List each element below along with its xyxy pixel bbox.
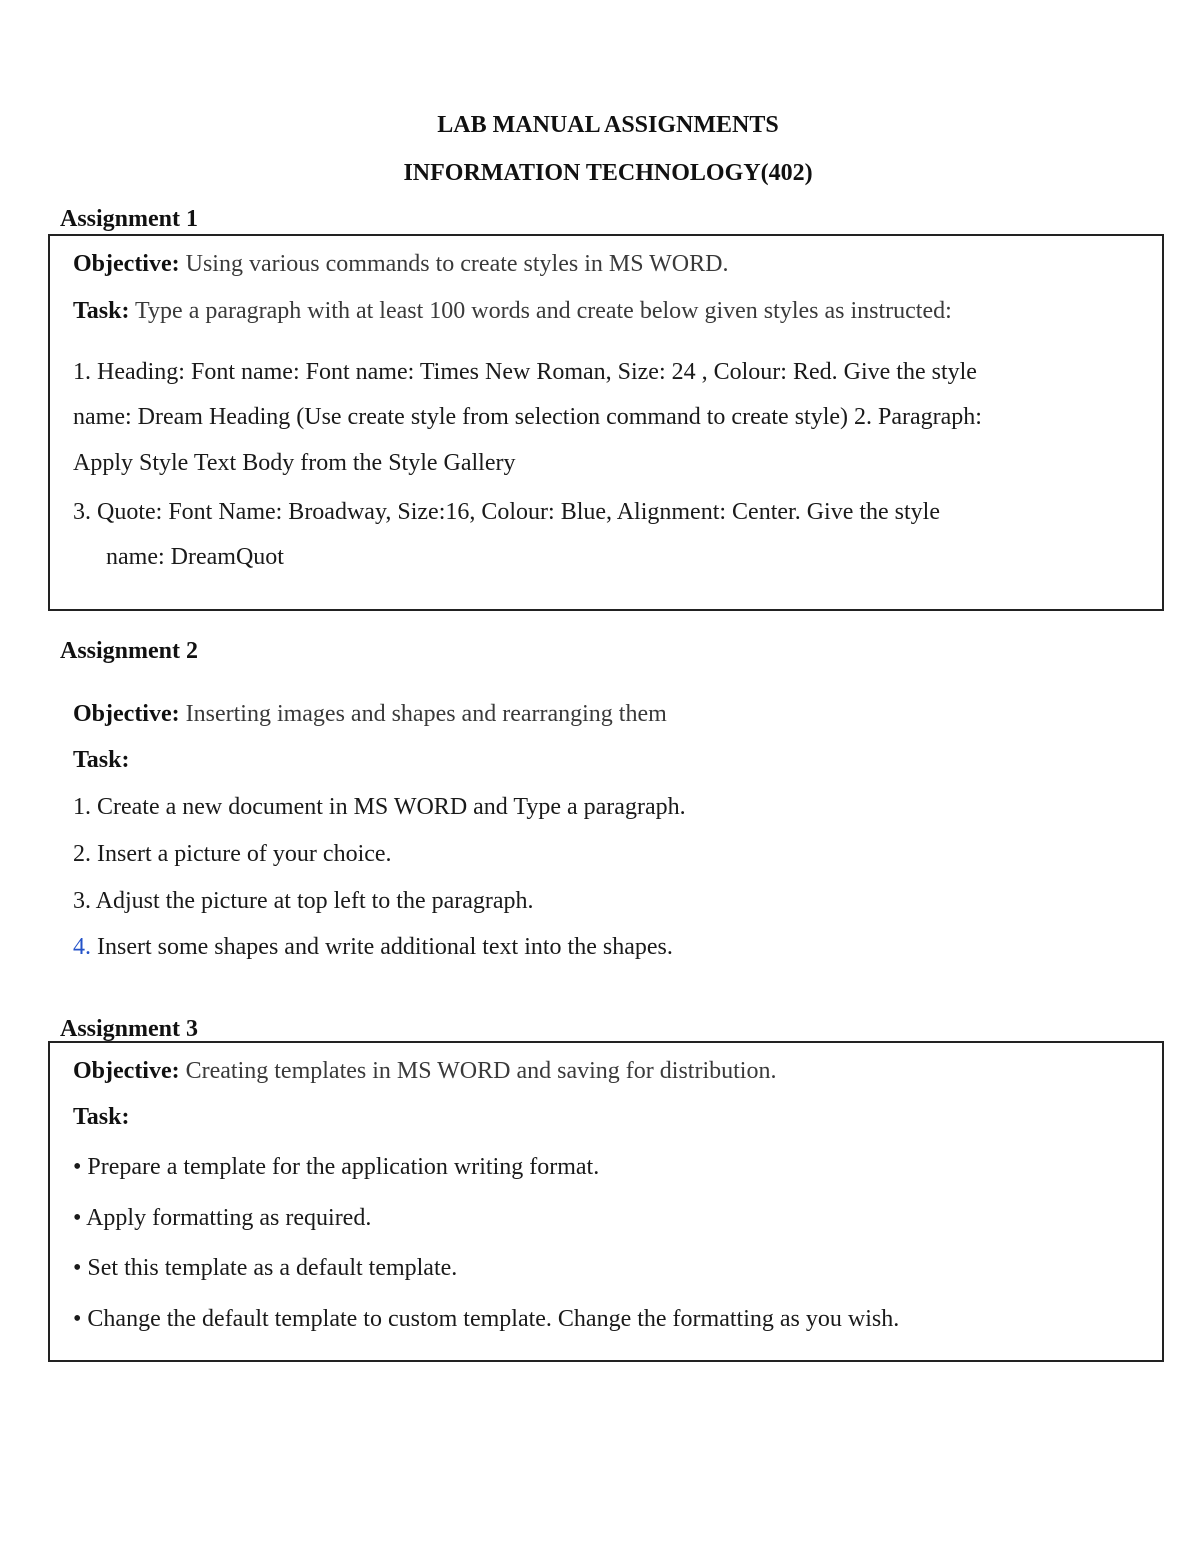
- task-label: Task:: [73, 298, 130, 324]
- assignment-2-item: 1. Create a new document in MS WORD and Type a paragraph.: [73, 794, 686, 820]
- task-label: Task:: [73, 1104, 130, 1130]
- objective-label: Objective:: [73, 701, 180, 727]
- assignment-3-task: [73, 1102, 129, 1132]
- item-number: 4.: [73, 934, 91, 960]
- assignment-1-heading: Assignment 1: [60, 206, 199, 232]
- assignment-2-item: 3. Adjust the picture at top left to the paragraph.: [73, 888, 534, 914]
- assignment-2-item: 2. Insert a picture of your choice.: [73, 841, 392, 867]
- assignment-1-line: name: Dream Heading (Use create style from selection command to create style) 2. Paragraph:: [73, 404, 982, 430]
- assignment-3-bullet: • Prepare a template for the application writing format.: [73, 1154, 600, 1180]
- assignment-2-item: [73, 932, 673, 962]
- task-text: Type a paragraph with at least 100 words and create below given styles as instructed:: [129, 298, 952, 324]
- assignment-3-objective: [73, 1056, 776, 1086]
- assignment-1-line: name: DreamQuot: [106, 544, 284, 570]
- assignment-1-line: 1. Heading: Font name: Font name: Times New Roman, Size: 24 , Colour: Red. Give the style: [73, 359, 977, 385]
- document-title: LAB MANUAL ASSIGNMENTS: [437, 112, 779, 138]
- assignment-1-task: [73, 296, 952, 326]
- assignment-3-heading: Assignment 3: [60, 1016, 199, 1042]
- task-label: Task:: [73, 747, 130, 773]
- objective-label: Objective:: [73, 1058, 180, 1084]
- assignment-2-objective: [73, 699, 667, 729]
- objective-text: Using various commands to create styles in MS WORD.: [179, 251, 729, 277]
- assignment-2-heading: Assignment 2: [60, 638, 199, 664]
- item-text: Insert some shapes and write additional text into the shapes.: [91, 934, 673, 960]
- assignment-1-line: 3. Quote: Font Name: Broadway, Size:16, Colour: Blue, Alignment: Center. Give the style: [73, 499, 940, 525]
- objective-text: Inserting images and shapes and rearranging them: [179, 701, 667, 727]
- assignment-3-bullet: • Change the default template to custom template. Change the formatting as you wish.: [73, 1306, 900, 1332]
- document-subtitle: INFORMATION TECHNOLOGY(402): [403, 160, 813, 186]
- objective-text: Creating templates in MS WORD and saving for distribution.: [179, 1058, 777, 1084]
- objective-label: Objective:: [73, 251, 180, 277]
- assignment-1-objective: [73, 249, 728, 279]
- assignment-3-bullet: • Set this template as a default template.: [73, 1255, 458, 1281]
- assignment-1-line: Apply Style Text Body from the Style Gallery: [73, 450, 516, 476]
- assignment-2-task: [73, 745, 129, 775]
- assignment-3-bullet: • Apply formatting as required.: [73, 1205, 372, 1231]
